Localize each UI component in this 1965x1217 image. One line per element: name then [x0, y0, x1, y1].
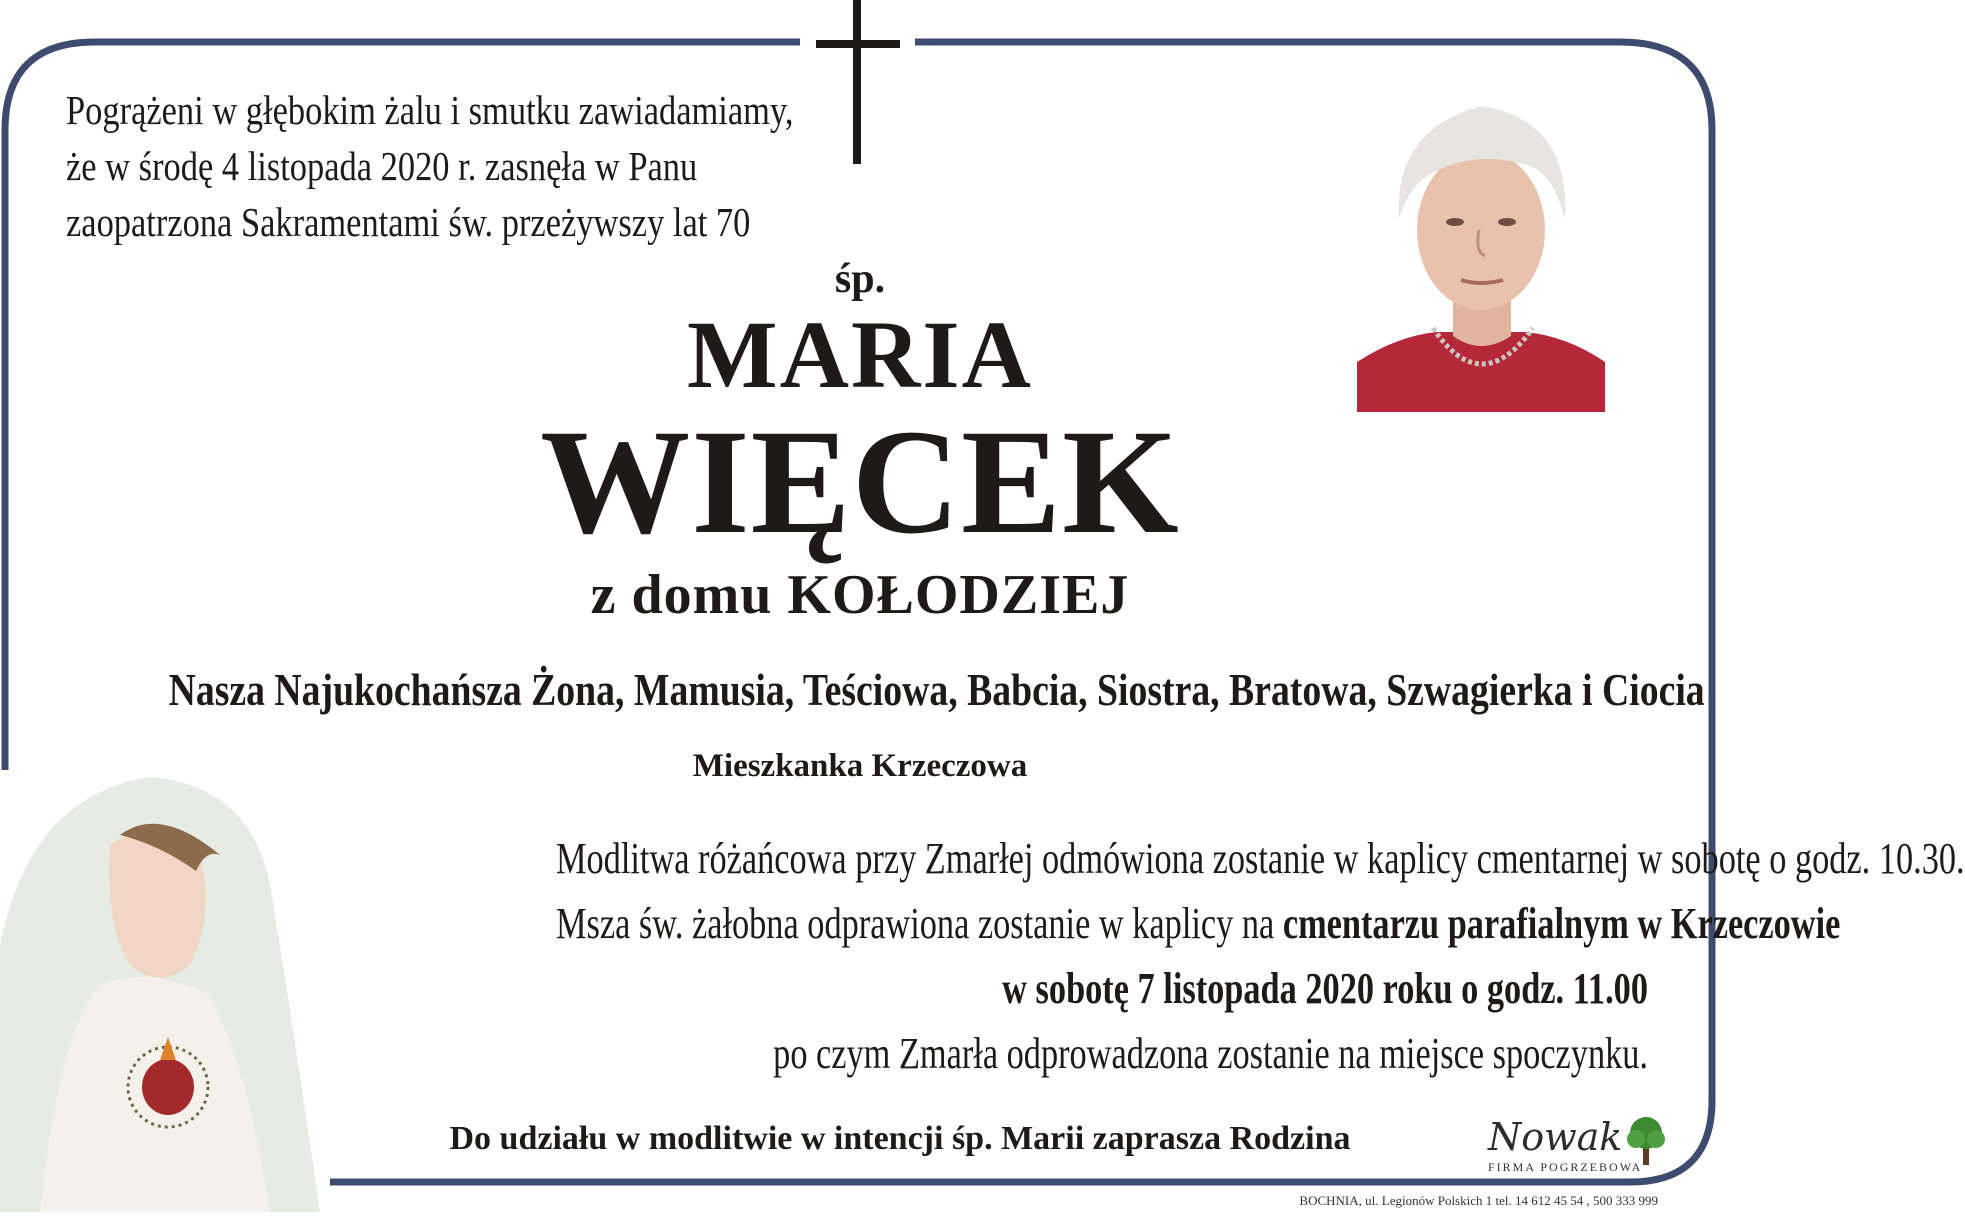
ceremony-line-2-normal: Msza św. żałobna odprawiona zostanie w kaplicy na: [556, 899, 1283, 948]
ceremony-line-2: [556, 891, 1841, 956]
ceremony-line-3: [556, 956, 1648, 1021]
cross-icon: [816, 0, 900, 164]
logo-name: Nowak: [1488, 1115, 1623, 1159]
family-relations: [0, 660, 1718, 720]
tree-icon: [1623, 1115, 1669, 1165]
intro-line-3: zaopatrzona Sakramentami św. przeżywszy lat 70: [66, 199, 751, 245]
deceased-prefix: śp.: [834, 256, 886, 302]
portrait-photo: [1357, 100, 1605, 412]
funeral-home-logo: [1488, 1115, 1668, 1177]
deceased-maiden-name: z domu KOŁODZIEJ: [590, 564, 1130, 626]
ceremony-line-1: Modlitwa różańcowa przy Zmarłej odmówiona zostanie w kaplicy cmentarnej w sobotę o godz. 10.30.: [556, 834, 1965, 883]
ceremony-line-2-bold: cmentarzu parafialnym w Krzeczowie: [1282, 899, 1841, 948]
virgin-mary-image: [0, 775, 330, 1212]
residence-line: Mieszkanka Krzeczowa: [692, 748, 1028, 784]
deceased-surname: WIĘCEK: [540, 399, 1180, 565]
funeral-home-address: BOCHNIA, ul. Legionów Polskich 1 tel. 14 612 45 54 , 500 333 999: [1299, 1193, 1658, 1208]
announcement-intro: [66, 82, 794, 250]
intro-line-1: Pogrążeni w głębokim żalu i smutku zawiadamiamy,: [66, 87, 794, 133]
deceased-first-name: MARIA: [687, 301, 1033, 408]
family-relations-text: Nasza Najukochańsza Żona, Mamusia, Teściowa, Babcia, Siostra, Bratowa, Szwagierka i Ciocia: [168, 664, 1705, 715]
logo-subtitle: FIRMA POGRZEBOWA: [1488, 1160, 1643, 1174]
ceremony-date: w sobotę 7 listopada 2020 roku o godz. 11.00: [1002, 964, 1648, 1013]
invitation-line: Do udziału w modlitwie w intencji śp. Marii zaprasza Rodzina: [449, 1120, 1351, 1157]
ceremony-details: [248, 826, 1965, 1086]
ceremony-line-4: po czym Zmarła odprowadzona zostanie na miejsce spoczynku.: [773, 1029, 1648, 1078]
intro-line-2: że w środę 4 listopada 2020 r. zasnęła w Panu: [66, 143, 698, 189]
